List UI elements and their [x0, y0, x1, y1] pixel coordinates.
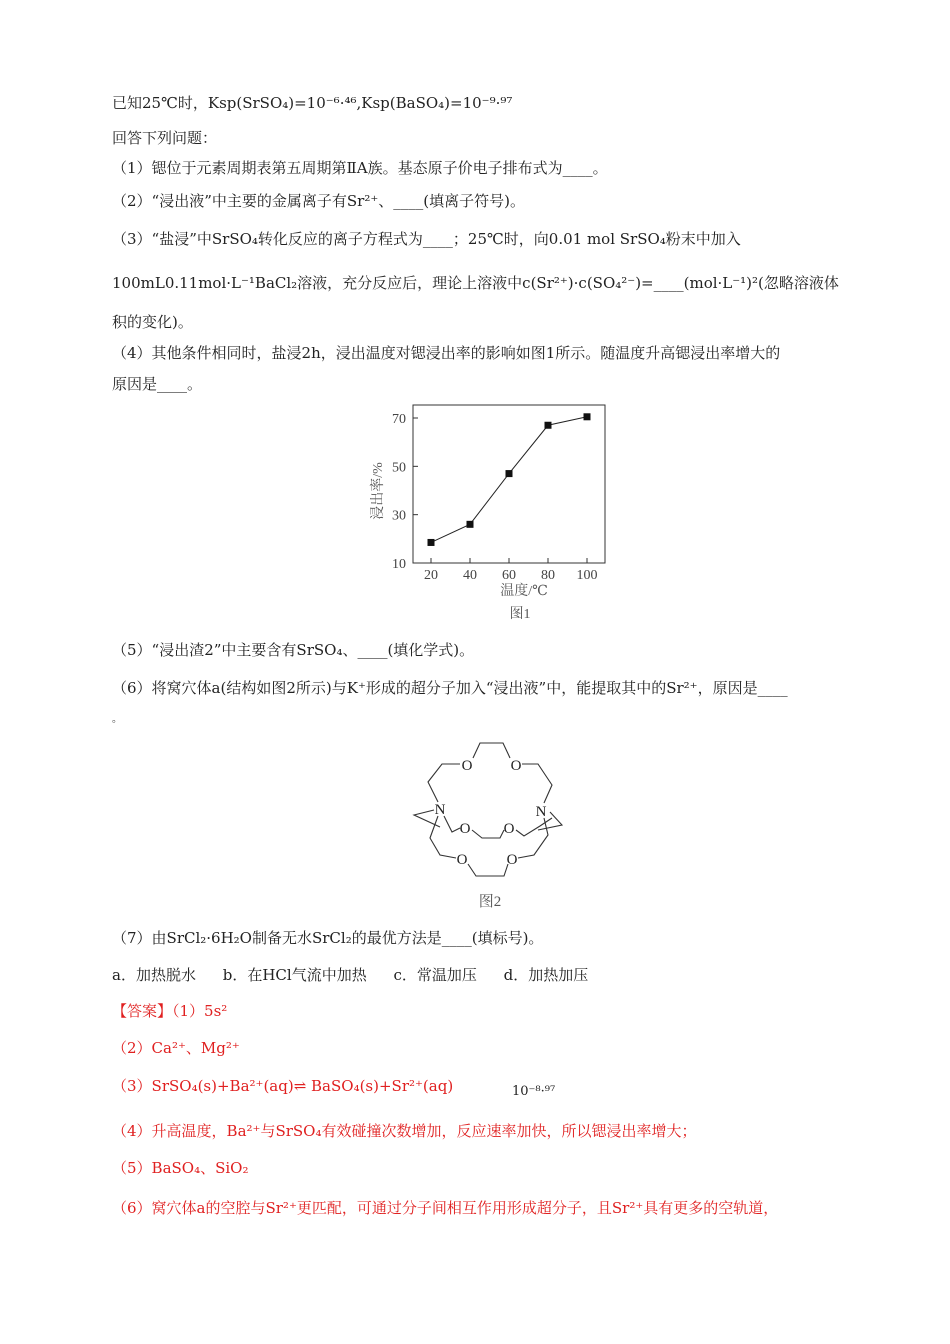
y-tick-label: 70	[392, 412, 406, 427]
question-2: （2）“浸出液”中主要的金属离子有Sr²⁺、____(填离子符号)。	[112, 192, 525, 210]
x-tick-label: 60	[502, 568, 516, 583]
question-6-line-2: 。	[112, 714, 122, 725]
figure-2-caption: 图2	[478, 894, 502, 910]
answer-1-text: （1）5s²	[172, 1002, 228, 1020]
answer-6: （6）窝穴体a的空腔与Sr²⁺更匹配，可通过分子间相互作用形成超分子，且Sr²⁺具有更多的空轨道，	[112, 1199, 779, 1217]
atom-oxygen: O	[456, 852, 468, 868]
question-4-line-1: （4）其他条件相同时，盐浸2h，浸出温度对锶浸出率的影响如图1所示。随温度升高锶浸出率增大的	[112, 344, 781, 362]
prompt: 回答下列问题：	[112, 129, 218, 147]
series-line	[431, 417, 587, 543]
answer-3-value: 10⁻⁸·⁹⁷	[512, 1084, 556, 1099]
answer-4: （4）升高温度，Ba²⁺与SrSO₄有效碰撞次数增加，反应速率加快，所以锶浸出率增大；	[112, 1122, 697, 1140]
x-axis-label: 温度/℃	[500, 584, 548, 599]
answer-2: （2）Ca²⁺、Mg²⁺	[112, 1039, 240, 1057]
y-tick-label: 30	[392, 508, 406, 524]
data-point	[506, 470, 513, 477]
answer-5: （5）BaSO₄、SiO₂	[112, 1159, 249, 1177]
question-7-options	[112, 965, 610, 985]
x-tick-label: 100	[576, 568, 598, 583]
atom-oxygen: O	[503, 821, 515, 837]
y-tick-label: 50	[392, 460, 406, 476]
atom-oxygen: O	[461, 758, 473, 774]
question-4-line-2: 原因是____。	[112, 375, 203, 393]
question-3-line-3: 积的变化)。	[112, 313, 193, 331]
answer-label: 【答案】	[112, 1002, 173, 1020]
answer-3-equation: （3）SrSO₄(s)+Ba²⁺(aq)⇌ BaSO₄(s)+Sr²⁺(aq)	[112, 1077, 454, 1095]
given-constants: 已知25℃时，Ksp(SrSO₄)=10⁻⁶·⁴⁶,Ksp(BaSO₄)=10⁻⁹·⁹⁷	[112, 94, 513, 112]
x-tick-label: 80	[541, 568, 555, 583]
question-1: （1）锶位于元素周期表第五周期第ⅡA族。基态原子价电子排布式为____。	[112, 159, 608, 177]
question-7: （7）由SrCl₂·6H₂O制备无水SrCl₂的最优方法是____(填标号)。	[112, 929, 544, 947]
question-3-line-1: （3）“盐浸”中SrSO₄转化反应的离子方程式为____；25℃时，向0.01 mol SrSO₄粉末中加入	[112, 230, 741, 248]
y-axis-label: 浸出率/%	[371, 462, 386, 520]
figure-1-chart	[360, 395, 620, 625]
question-3-line-2: 100mL0.11mol·L⁻¹BaCl₂溶液，充分反应后，理论上溶液中c(Sr²⁺)·c(SO₄²⁻)=____(mol·L⁻¹)²(忽略溶液体	[112, 274, 839, 292]
figure-2-cryptand-structure	[400, 730, 580, 915]
data-point	[584, 413, 591, 420]
plot-frame	[413, 405, 605, 563]
atom-oxygen: O	[510, 758, 522, 774]
data-point	[545, 422, 552, 429]
option-c: c．常温加压	[393, 966, 477, 984]
answer-3	[112, 1076, 556, 1099]
option-b: b．在HCl气流中加热	[222, 966, 367, 984]
y-tick-label: 10	[392, 557, 406, 572]
question-5: （5）“浸出渣2”中主要含有SrSO₄、____(填化学式)。	[112, 641, 475, 659]
data-point	[467, 521, 474, 528]
question-6-line-1: （6）将窝穴体a(结构如图2所示)与K⁺形成的超分子加入“浸出液”中，能提取其中的Sr²⁺，原因是____	[112, 679, 788, 697]
atom-oxygen: O	[506, 852, 518, 868]
x-tick-label: 40	[463, 568, 477, 583]
chart-caption: 图1	[509, 607, 531, 622]
data-point	[428, 539, 435, 546]
x-tick-label: 20	[424, 568, 438, 583]
option-d: d．加热加压	[503, 966, 589, 984]
atom-nitrogen: N	[535, 804, 547, 820]
atom-nitrogen: N	[434, 802, 446, 818]
atom-oxygen: O	[459, 821, 471, 837]
answer-1	[112, 1001, 227, 1021]
option-a: a．加热脱水	[112, 966, 196, 984]
